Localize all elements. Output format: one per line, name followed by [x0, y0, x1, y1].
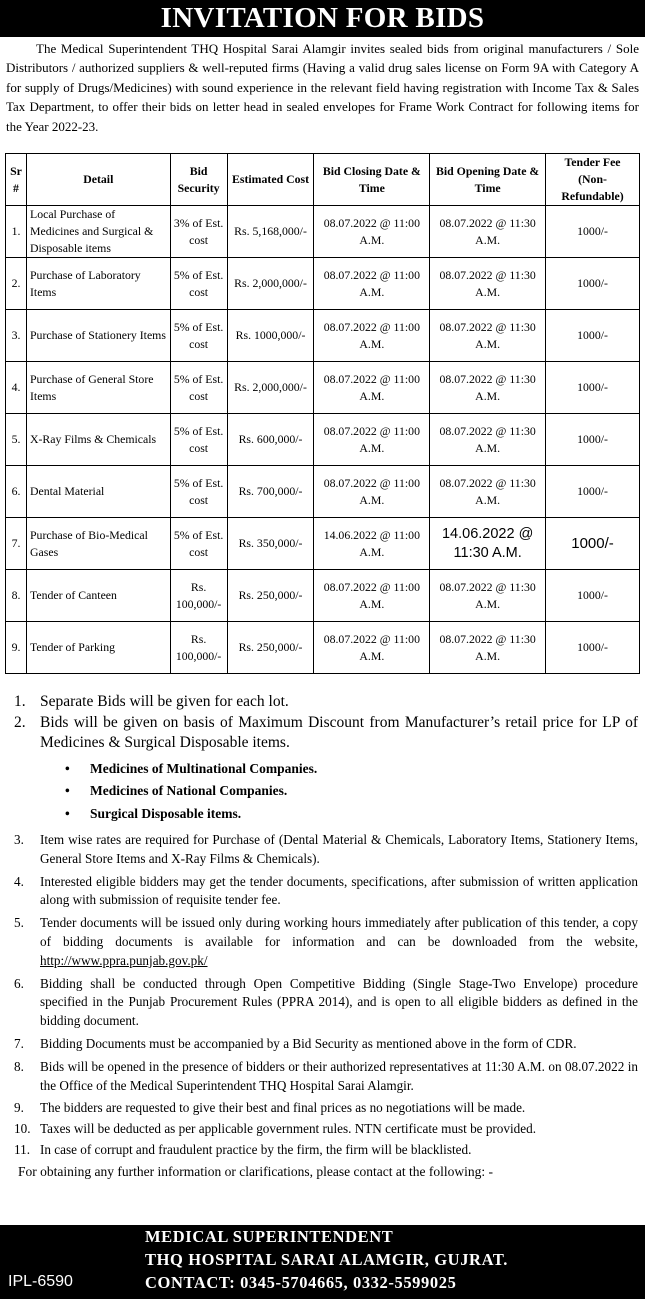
term-item [10, 831, 638, 869]
term-item [10, 914, 638, 970]
cell-cost: Rs. 250,000/- [227, 622, 314, 674]
ppra-website-link[interactable]: http://www.ppra.punjab.gov.pk/ [40, 952, 208, 968]
header-cost: Estimated Cost [227, 154, 314, 206]
cell-cost: Rs. 600,000/- [227, 414, 314, 466]
table-row [6, 570, 640, 622]
cell-fee: 1000/- [546, 466, 640, 518]
table-row [6, 258, 640, 310]
cell-closing: 08.07.2022 @ 11:00 A.M. [314, 414, 430, 466]
table-row [6, 466, 640, 518]
cell-security: 5% of Est. cost [170, 258, 227, 310]
cell-opening: 08.07.2022 @ 11:30 A.M. [430, 258, 546, 310]
table-header-row [6, 154, 640, 206]
cell-opening: 08.07.2022 @ 11:30 A.M. [430, 414, 546, 466]
cell-cost: Rs. 700,000/- [227, 466, 314, 518]
header-closing: Bid Closing Date & Time [314, 154, 430, 206]
cell-opening: 08.07.2022 @ 11:30 A.M. [430, 570, 546, 622]
term-item [10, 975, 638, 1031]
cell-fee: 1000/- [546, 362, 640, 414]
cell-opening: 08.07.2022 @ 11:30 A.M. [430, 622, 546, 674]
cell-fee: 1000/- [546, 206, 640, 258]
term-text: Taxes will be deducted as per applicable government rules. NTN certificate must be provided. [40, 1121, 536, 1137]
footer-hospital: THQ HOSPITAL SARAI ALAMGIR, GUJRAT. [145, 1250, 508, 1269]
cell-closing: 08.07.2022 @ 11:00 A.M. [314, 466, 430, 518]
cell-fee: 1000/- [546, 258, 640, 310]
term-number: 1. [14, 693, 26, 710]
bullet-list [10, 758, 638, 826]
bullet-item [10, 803, 638, 826]
cell-detail: Purchase of Bio-Medical Gases [26, 518, 170, 570]
footer-bar [0, 1225, 645, 1299]
page-title: INVITATION FOR BIDS [0, 0, 645, 37]
cell-closing: 08.07.2022 @ 11:00 A.M. [314, 570, 430, 622]
cell-detail: Purchase of General Store Items [26, 362, 170, 414]
term-number: 5. [14, 915, 24, 931]
cell-sr: 5. [6, 414, 27, 466]
bullet-text: Medicines of National Companies. [90, 783, 288, 798]
term-text: Interested eligible bidders may get the tender documents, specifications, after submission of written application along with submission of requisite tender fee. [40, 873, 638, 908]
cell-fee: 1000/- [546, 622, 640, 674]
term-text: Bids will be given on basis of Maximum Discount from Manufacturer’s retail price for LP of Medicines & Surgical Disposable items. [40, 713, 638, 751]
term-number: 8. [14, 1058, 24, 1074]
term-item [10, 692, 638, 713]
term-number: 10. [14, 1121, 31, 1137]
cell-cost: Rs. 2,000,000/- [227, 258, 314, 310]
term-number: 2. [14, 713, 26, 731]
cell-fee: 1000/- [546, 414, 640, 466]
term-text: Separate Bids will be given for each lot. [40, 693, 289, 710]
term-item [10, 1099, 638, 1118]
cell-security: 5% of Est. cost [170, 310, 227, 362]
cell-sr: 2. [6, 258, 27, 310]
bullet-text: Surgical Disposable items. [90, 805, 242, 821]
cell-closing: 08.07.2022 @ 11:00 A.M. [314, 206, 430, 258]
cell-security: 3% of Est. cost [170, 206, 227, 258]
cell-sr: 7. [6, 518, 27, 570]
term-item [10, 1120, 638, 1139]
term-number: 4. [14, 873, 24, 889]
cell-closing: 08.07.2022 @ 11:00 A.M. [314, 362, 430, 414]
cell-detail: Tender of Canteen [26, 570, 170, 622]
term-text: Bids will be opened in the presence of bidders or their authorized representatives at 11:30 A.M. on 08.07.2022 in the Office of the Medical Superintendent THQ Hospital Sarai Alamgir. [40, 1058, 638, 1093]
cell-security: 5% of Est. cost [170, 466, 227, 518]
cell-fee: 1000/- [546, 570, 640, 622]
cell-cost: Rs. 350,000/- [227, 518, 314, 570]
cell-sr: 8. [6, 570, 27, 622]
bullet-icon: • [65, 760, 70, 776]
bids-table [5, 153, 640, 674]
table-row [6, 310, 640, 362]
terms-list [10, 692, 638, 1181]
cell-cost: Rs. 250,000/- [227, 570, 314, 622]
bullet-icon: • [65, 805, 70, 821]
header-detail: Detail [26, 154, 170, 206]
cell-security: 5% of Est. cost [170, 414, 227, 466]
header-fee: Tender Fee (Non-Refundable) [546, 154, 640, 206]
cell-security: Rs. 100,000/- [170, 570, 227, 622]
term-item [10, 1141, 638, 1160]
bullet-icon: • [65, 783, 70, 798]
cell-opening: 14.06.2022 @ 11:30 A.M. [430, 518, 546, 570]
term-text: Tender documents will be issued only during working hours immediately after publication of this tender, a copy of bidding documents is available for information and can be downloaded from the website, [40, 915, 638, 949]
cell-sr: 9. [6, 622, 27, 674]
bullet-text: Medicines of Multinational Companies. [90, 760, 318, 776]
term-item [10, 713, 638, 754]
table-row [6, 206, 640, 258]
cell-closing: 14.06.2022 @ 11:00 A.M. [314, 518, 430, 570]
cell-sr: 6. [6, 466, 27, 518]
cell-fee: 1000/- [546, 518, 640, 570]
cell-detail: Purchase of Laboratory Items [26, 258, 170, 310]
term-number: 7. [14, 1035, 24, 1051]
cell-opening: 08.07.2022 @ 11:30 A.M. [430, 206, 546, 258]
cell-security: 5% of Est. cost [170, 518, 227, 570]
cell-opening: 08.07.2022 @ 11:30 A.M. [430, 310, 546, 362]
table-row [6, 414, 640, 466]
cell-closing: 08.07.2022 @ 11:00 A.M. [314, 258, 430, 310]
term-number: 11. [14, 1141, 30, 1157]
header-sr: Sr # [6, 154, 27, 206]
bullet-item [10, 780, 638, 803]
cell-cost: Rs. 5,168,000/- [227, 206, 314, 258]
cell-detail: Dental Material [26, 466, 170, 518]
cell-opening: 08.07.2022 @ 11:30 A.M. [430, 362, 546, 414]
term-item [10, 873, 638, 911]
table-row [6, 622, 640, 674]
term-item [10, 1035, 638, 1054]
cell-fee: 1000/- [546, 310, 640, 362]
term-text: Bidding shall be conducted through Open Competitive Bidding (Single Stage-Two Envelope) procedure specified in the Punjab Procurement Rules (PPRA 2014), and is open to all eligible bidders as defined in the bidding document. [40, 975, 638, 1029]
cell-sr: 4. [6, 362, 27, 414]
cell-closing: 08.07.2022 @ 11:00 A.M. [314, 622, 430, 674]
cell-cost: Rs. 2,000,000/- [227, 362, 314, 414]
term-text: Bidding Documents must be accompanied by a Bid Security as mentioned above in the form of CDR. [40, 1035, 577, 1051]
cell-detail: Tender of Parking [26, 622, 170, 674]
cell-sr: 3. [6, 310, 27, 362]
footer-contact: CONTACT: 0345-5704665, 0332-5599025 [145, 1273, 457, 1292]
cell-security: Rs. 100,000/- [170, 622, 227, 674]
footer-designation: MEDICAL SUPERINTENDENT [145, 1227, 394, 1246]
table-row [6, 518, 640, 570]
cell-opening: 08.07.2022 @ 11:30 A.M. [430, 466, 546, 518]
cell-security: 5% of Est. cost [170, 362, 227, 414]
cell-closing: 08.07.2022 @ 11:00 A.M. [314, 310, 430, 362]
term-text: Item wise rates are required for Purchase of (Dental Material & Chemicals, Laboratory Items, Stationery Items, General Store Items and X-Ray Films & Chemicals). [40, 832, 638, 866]
contact-intro: For obtaining any further information or clarifications, please contact at the following: - [18, 1163, 493, 1179]
cell-detail: Purchase of Stationery Items [26, 310, 170, 362]
cell-cost: Rs. 1000,000/- [227, 310, 314, 362]
term-number: 6. [14, 975, 24, 991]
term-text: The bidders are requested to give their best and final prices as no negotiations will be made. [40, 1100, 526, 1116]
bullet-item [10, 758, 638, 781]
header-security: Bid Security [170, 154, 227, 206]
term-text: In case of corrupt and fraudulent practice by the firm, the firm will be blacklisted. [40, 1141, 472, 1157]
ad-reference: IPL-6590 [8, 1273, 73, 1290]
cell-detail: X-Ray Films & Chemicals [26, 414, 170, 466]
header-opening: Bid Opening Date & Time [430, 154, 546, 206]
term-number: 9. [14, 1100, 24, 1116]
table-row [6, 362, 640, 414]
cell-sr: 1. [6, 206, 27, 258]
term-item [10, 1058, 638, 1096]
cell-detail: Local Purchase of Medicines and Surgical & Disposable items [26, 206, 170, 258]
intro-paragraph: The Medical Superintendent THQ Hospital Sarai Alamgir invites sealed bids from original manufacturers / Sole Distributors / authorized suppliers & well-reputed firms (Having a valid drug sales license on Form 9A with Category A for supply of Drugs/Medicines) with sound experience in the relevant field having registration with Income Tax & Sales Tax Department, to offer their bids on letter head in sealed envelopes for Frame Work Contract for following items for the Year 2022-23. [6, 41, 639, 134]
term-number: 3. [14, 832, 24, 847]
